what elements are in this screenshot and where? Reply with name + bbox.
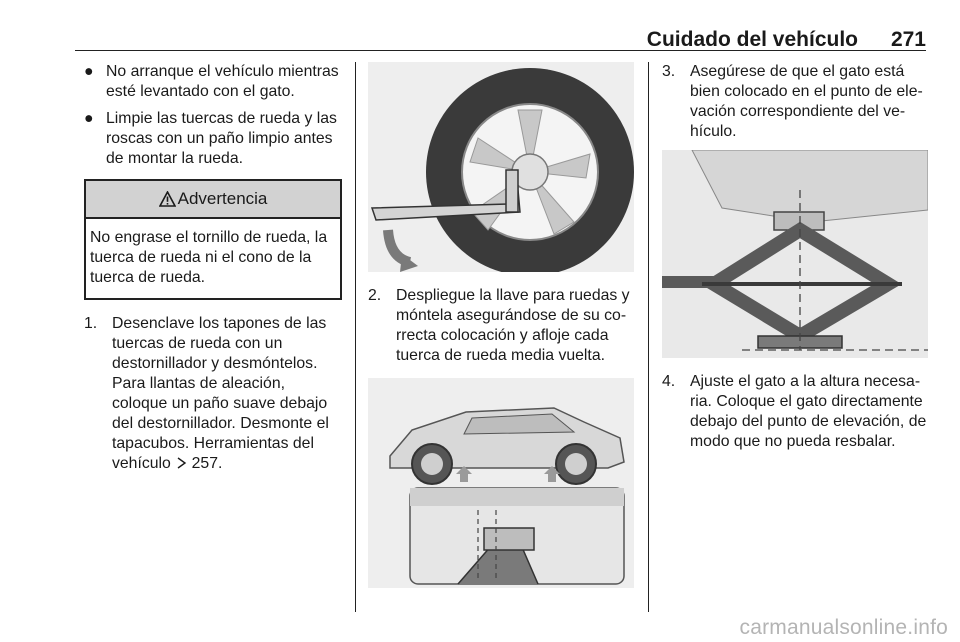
list-item: ● No arranque el vehículo mientras esté levantado con el gato. [84, 63, 339, 100]
bullet-icon: ● [84, 63, 94, 80]
step-1: 1. Desenclave los tapones de las tuercas de rueda con un destornillador y desmóntelos. Para llantas de aleación, coloque un paño suave debajo del destornillador. Desmonte el tapacubos. Herramientas del vehículo 257. [84, 315, 329, 472]
column-left [84, 62, 342, 474]
watermark-logo: carmanualsonline.info [739, 616, 948, 639]
list-item: ● Limpie las tuercas de rueda y las roscas con un paño limpio antes de montar la rueda. [84, 110, 337, 167]
warning-header [86, 181, 340, 219]
wheel-wrench-illustration [368, 62, 634, 272]
column-right [662, 62, 928, 452]
warning-title: Advertencia [177, 189, 268, 208]
scissor-jack-image [662, 150, 928, 358]
wheel-lug-wrench-image [368, 62, 634, 272]
warning-box [84, 179, 342, 300]
step-2: 2. Despliegue la llave para ruedas y móntela asegurándose de su correcta colocación y afloje cada tuerca de rueda media vuelta. [368, 287, 630, 364]
car-jacking-point-image [368, 378, 634, 588]
section-title: Cuidado del vehículo [646, 28, 858, 51]
step-3: 3. Asegúrese de que el gato está bien colocado en el punto de elevación correspondiente del vehículo. [662, 63, 923, 140]
column-divider [355, 62, 356, 612]
warning-triangle-icon [159, 191, 176, 207]
warning-text: No engrase el tornillo de rueda, la tuerca de rueda ni el cono de la tuerca de rueda. [90, 229, 328, 286]
page-reference-arrow-icon [175, 457, 187, 469]
column-middle [368, 62, 634, 588]
jack-position-illustration [662, 150, 928, 358]
page-header [75, 22, 926, 51]
step-4: 4. Ajuste el gato a la altura necesaria. Coloque el gato directamente debajo del punto de elevación, de modo que no pueda resbalar. [662, 373, 927, 450]
bullet-icon: ● [84, 110, 94, 127]
jacking-points-illustration [368, 378, 634, 588]
column-divider [648, 62, 649, 612]
page-number: 271 [890, 28, 926, 51]
